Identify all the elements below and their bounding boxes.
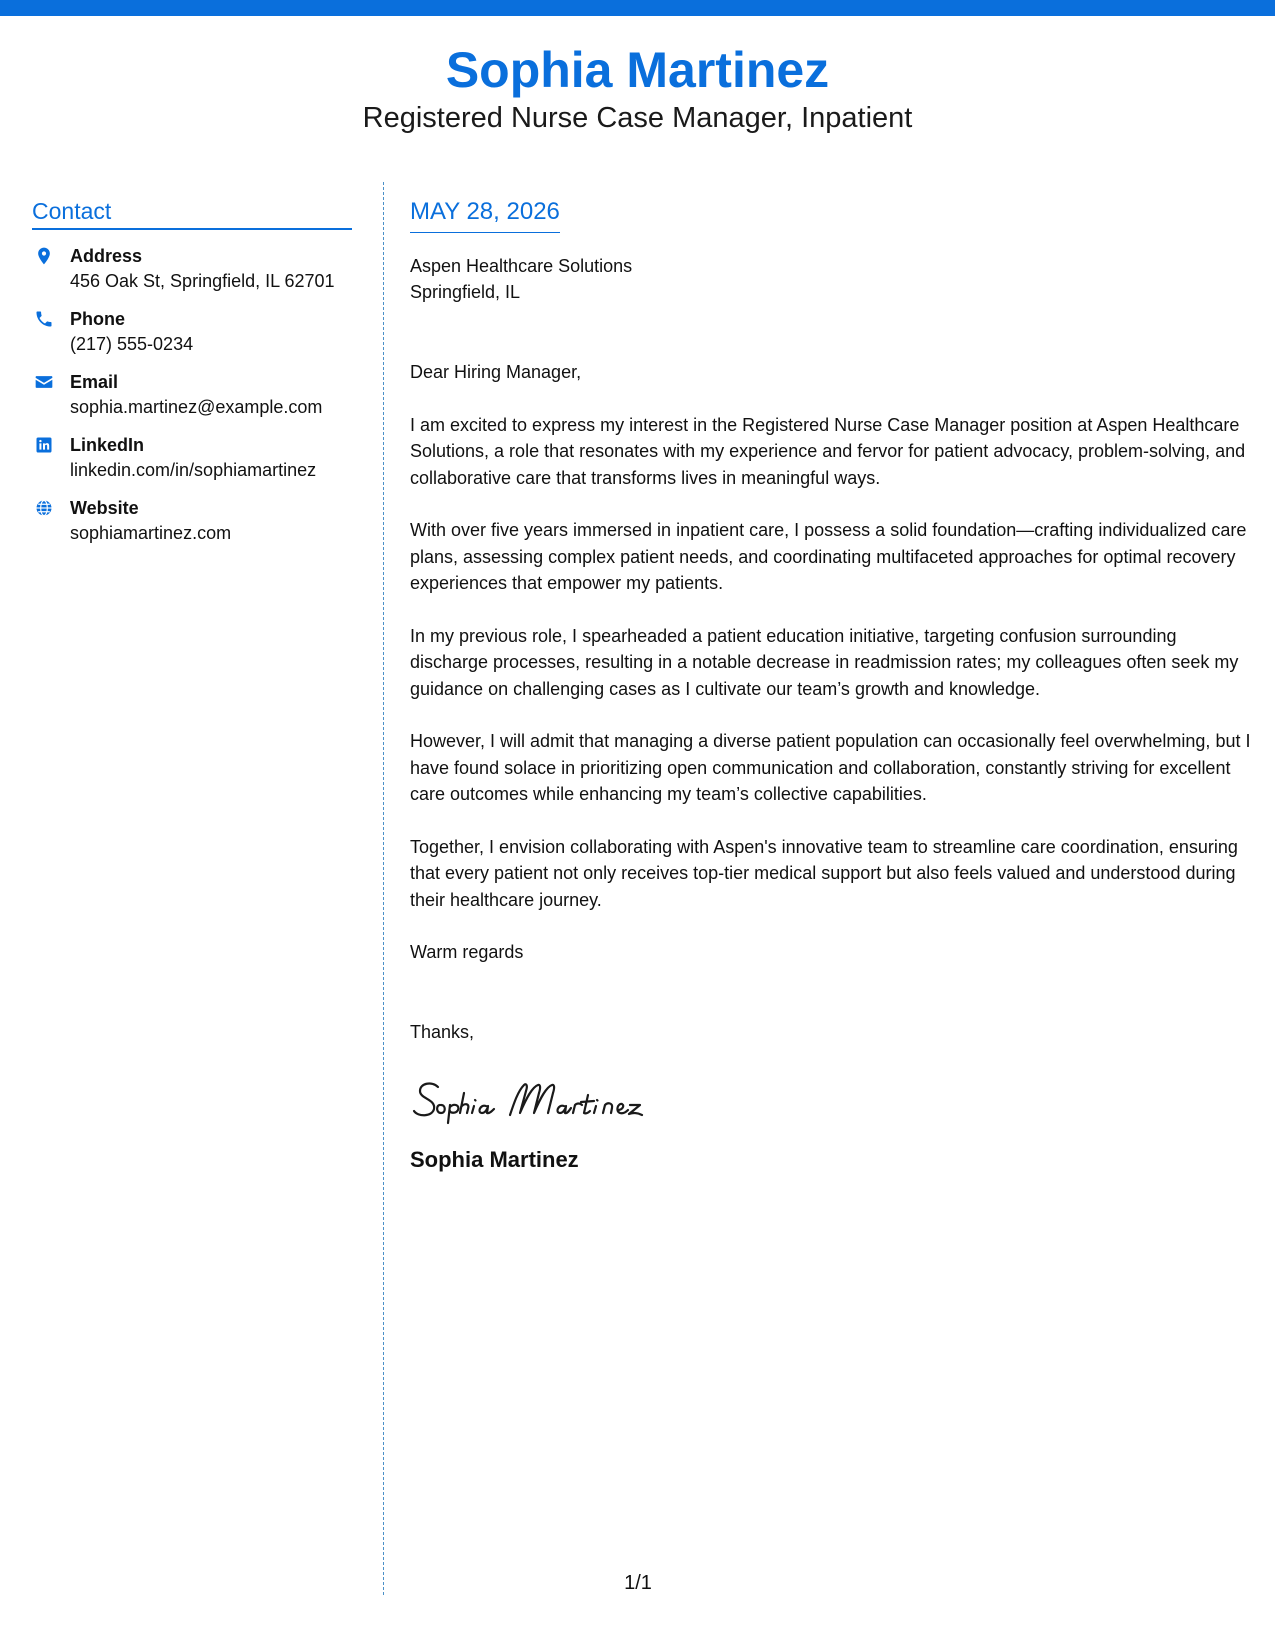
contact-item-address [32, 244, 352, 294]
closing: Warm regards [410, 942, 524, 962]
letter-paragraph: With over five years immersed in inpatient care, I possess a solid foundation—crafting individualized care plans, assessing complex patient needs, and coordinating multifaceted approaches for optimal recovery experiences that empower my patients. [410, 520, 1247, 593]
recipient-block [410, 253, 1252, 305]
contact-value: sophiamartinez.com [70, 523, 232, 543]
recipient-location: Springfield, IL [410, 282, 521, 302]
column-divider [383, 182, 384, 1595]
envelope-icon [34, 372, 54, 392]
contact-label: Website [70, 498, 139, 518]
phone-icon [34, 309, 54, 329]
job-title: Registered Nurse Case Manager, Inpatient [362, 102, 913, 134]
letter-paragraph: In my previous role, I spearheaded a patient education initiative, targeting confusion surrounding discharge processes, resulting in a notable decrease in readmission rates; my colleagues often seek my guidance on challenging cases as I cultivate our team’s growth and knowledge. [410, 625, 1239, 699]
letter-paragraph: I am excited to express my interest in the Registered Nurse Case Manager position at Aspen Healthcare Solutions, a role that resonates with my experience and fervor for patient advocacy, problem-solving, and collaborative care that transforms lives in meaningful ways. [410, 414, 1246, 488]
contact-item-linkedin [32, 433, 352, 483]
contact-label: Address [70, 246, 143, 266]
contact-label: Phone [70, 309, 126, 329]
page-number: 1/1 [624, 1572, 652, 1594]
thanks: Thanks, [410, 1021, 475, 1042]
location-pin-icon [34, 246, 54, 266]
handwritten-signature [410, 1073, 1252, 1129]
letter-body [410, 196, 1252, 1175]
applicant-name: Sophia Martinez [445, 42, 830, 98]
top-accent-bar [0, 0, 1275, 16]
contact-value: 456 Oak St, Springfield, IL 62701 [70, 271, 335, 291]
contact-value: (217) 555-0234 [70, 334, 194, 354]
contact-item-website [32, 496, 352, 546]
header [0, 40, 1275, 136]
letter-paragraph: Together, I envision collaborating with Aspen's innovative team to streamline care coordination, ensuring that every patient not only receives top-tier medical support but also feels valued and understood during their healthcare journey. [410, 836, 1238, 910]
contact-label: LinkedIn [70, 435, 145, 455]
contact-label: Email [70, 372, 119, 392]
globe-icon [34, 498, 54, 518]
contact-heading: Contact [32, 196, 352, 230]
salutation: Dear Hiring Manager, [410, 362, 582, 382]
signer-name: Sophia Martinez [410, 1147, 579, 1172]
recipient-company: Aspen Healthcare Solutions [410, 256, 633, 276]
letter-date: MAY 28, 2026 [410, 196, 560, 233]
contact-value: sophia.martinez@example.com [70, 397, 323, 417]
contact-sidebar [32, 196, 352, 559]
linkedin-icon [34, 435, 54, 455]
contact-value: linkedin.com/in/sophiamartinez [70, 460, 317, 480]
contact-item-phone [32, 307, 352, 357]
letter-paragraph: However, I will admit that managing a diverse patient population can occasionally feel overwhelming, but I have found solace in prioritizing open communication and collaboration, constantly striving for excellent care outcomes while enhancing my team’s collective capabilities. [410, 731, 1251, 804]
contact-item-email [32, 370, 352, 420]
